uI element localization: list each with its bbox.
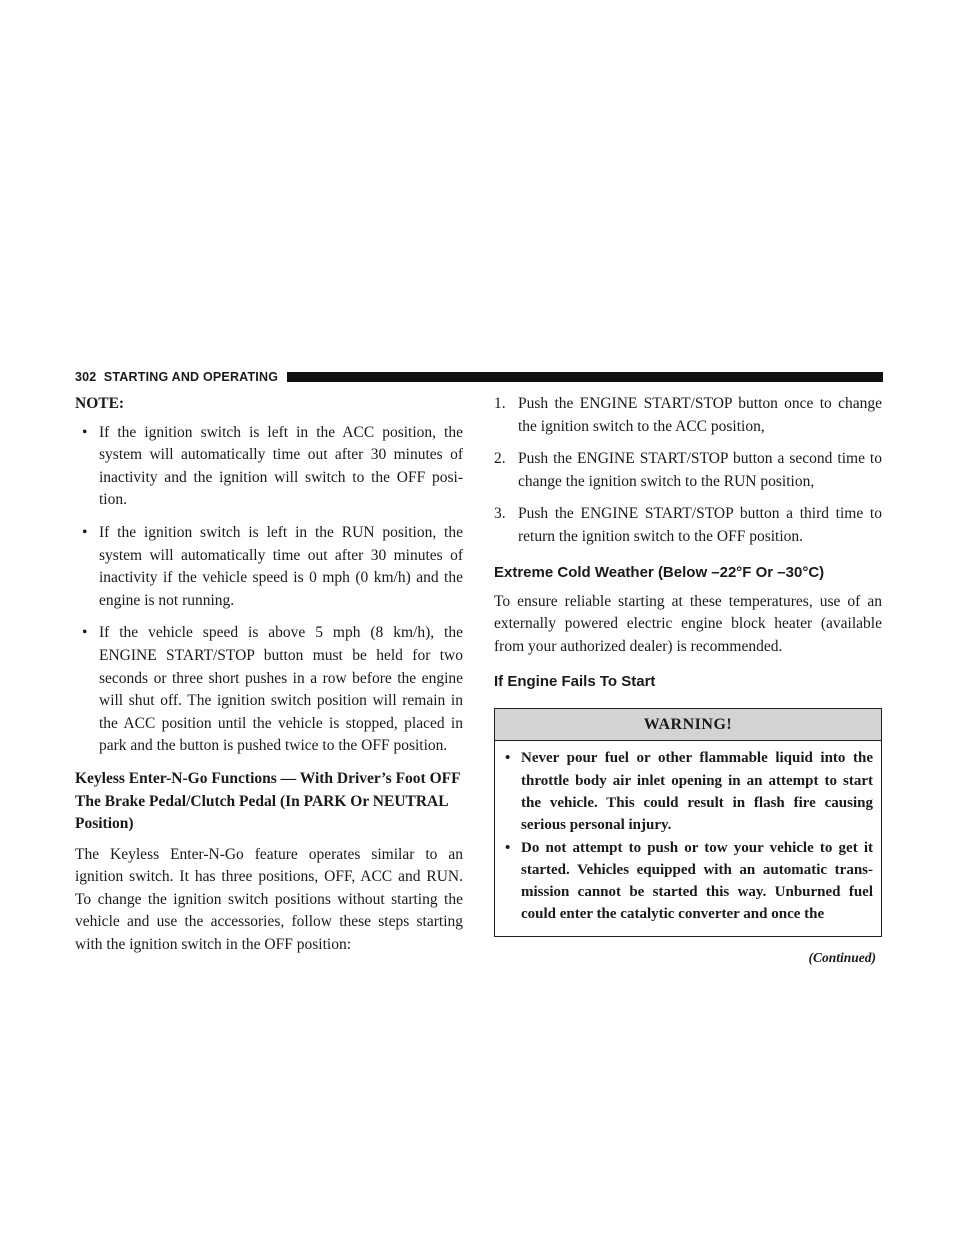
step-item	[494, 448, 882, 493]
warning-bullet-text: Do not attempt to push or tow your vehicle to get it started. Vehicles equipped with an automatic trans-mission cannot be started this way. Unburned fuel could enter the catalytic converter and once the	[521, 839, 873, 923]
right-column	[494, 393, 882, 969]
body-paragraph: The Keyless Enter-N-Go feature operates similar to an ignition switch. It has three positions, OFF, ACC and RUN. To change the ignition switch positions without starting the vehicle and use the accessories, follow these steps starting with the ignition switch in the OFF position:	[75, 845, 463, 954]
step-item	[494, 393, 882, 438]
step-item	[494, 503, 882, 548]
bullet-icon: •	[82, 523, 88, 541]
bullet-icon: •	[505, 839, 511, 856]
note-bullet-text: If the ignition switch is left in the RUN position, the system will automatically time out after 30 minutes of inactivity if the vehicle speed is 0 mph (0 km/h) and the engine is not running.	[99, 523, 463, 609]
subheading: Keyless Enter-N-Go Functions — With Driver’s Foot OFF The Brake Pedal/Clutch Pedal (In PARK Or NEUTRAL Position)	[75, 769, 461, 833]
step-text: Push the ENGINE START/STOP button a third time to return the ignition switch to the OFF position.	[518, 505, 882, 545]
warning-title: WARNING!	[495, 709, 881, 741]
page-number: 302	[75, 370, 97, 384]
continued-label: (Continued)	[808, 949, 876, 965]
cold-weather-heading: Extreme Cold Weather (Below –22°F Or –30°C)	[494, 563, 825, 581]
header-rule	[287, 372, 883, 382]
step-text: Push the ENGINE START/STOP button a second time to change the ignition switch to the RUN position,	[518, 450, 882, 490]
note-label: NOTE:	[75, 395, 125, 412]
note-bullet-text: If the vehicle speed is above 5 mph (8 km/h), the ENGINE START/STOP button must be held for two seconds or three short pushes in a row before the engine will shut off. The ignition switch position will remain in the ACC position until the vehicle is stopped, placed in park and the button is pushed twice to the OFF position.	[99, 624, 463, 755]
step-number: 3.	[494, 505, 506, 523]
step-text: Push the ENGINE START/STOP button once to change the ignition switch to the ACC position,	[518, 395, 882, 435]
warning-box	[494, 708, 882, 936]
warning-bullet-text: Never pour fuel or other flammable liquid into the throttle body air inlet opening in an attempt to start the vehicle. This could result in flash fire causing serious personal injury.	[521, 750, 873, 834]
step-number: 2.	[494, 450, 506, 468]
section-title: STARTING AND OPERATING	[103, 370, 279, 384]
bullet-icon: •	[82, 624, 88, 642]
step-number: 1.	[494, 395, 506, 412]
cold-weather-paragraph: To ensure reliable starting at these temperatures, use of an externally powered electric engine block heater (available from your authorized dealer) is recommended.	[494, 592, 882, 655]
note-bullet	[75, 522, 463, 612]
note-bullet	[75, 622, 463, 758]
warning-body	[495, 741, 881, 935]
bullet-icon: •	[505, 750, 511, 767]
left-column	[75, 393, 463, 957]
header-text	[75, 370, 278, 384]
note-bullet	[75, 422, 463, 512]
page-header	[75, 370, 883, 384]
note-bullet-text: If the ignition switch is left in the ACC position, the system will automatically time out after 30 minutes of inactivity and the ignition will switch to the OFF posi-tion.	[99, 423, 463, 509]
bullet-icon: •	[82, 423, 88, 441]
warning-bullet	[503, 747, 873, 836]
engine-fails-heading: If Engine Fails To Start	[494, 673, 656, 691]
warning-bullet	[503, 837, 873, 926]
